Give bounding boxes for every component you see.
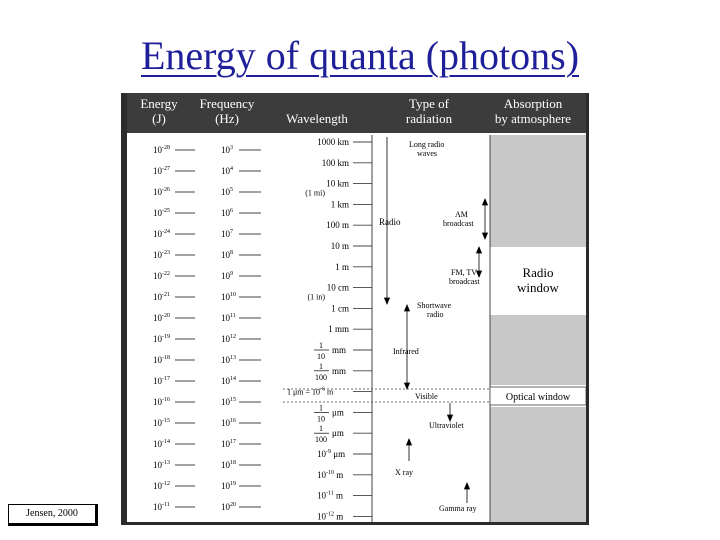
micrometer-definition: 1 $\mu m = 10^{-6}$ m [287, 386, 334, 397]
energy-value: $10^{-15}$ [153, 418, 170, 428]
label-gamma: Gamma ray [439, 504, 477, 513]
fraction-numerator: 1 [319, 361, 323, 371]
energy-column [153, 145, 195, 512]
frequency-value: $10^{11}$ [221, 313, 236, 323]
frequency-value: $10^7$ [221, 229, 233, 239]
arrow-gamma-head [465, 483, 470, 489]
credit-label: Jensen, 2000 [8, 504, 96, 524]
frequency-value: $10^{13}$ [221, 355, 236, 365]
wavelength-value: 100 m [326, 220, 349, 231]
label-shortwave-2: radio [427, 310, 444, 319]
frequency-value: $10^{18}$ [221, 460, 236, 470]
energy-value: $10^{-28}$ [153, 145, 170, 155]
label-radio: Radio [379, 217, 401, 227]
wavelength-note: (1 mi) [305, 188, 325, 198]
header-energy-line1: Energy [140, 96, 178, 111]
header-absorption-line2: by atmosphere [494, 111, 572, 126]
arrow-am-head-top [483, 199, 488, 205]
label-long-radio-2: waves [417, 149, 437, 158]
wavelength-value: 1 cm [331, 303, 349, 314]
header-absorption-line1: Absorption [503, 96, 563, 111]
fraction-numerator: 1 [319, 424, 323, 434]
arrow-shortwave-head-bottom [405, 383, 410, 389]
wavelength-value: $10^{-12}$ m [317, 511, 344, 522]
wavelength-column [287, 137, 372, 521]
header-type-line2: radiation [405, 111, 453, 126]
page-title: Energy of quanta (photons) [140, 33, 580, 78]
header-wavelength: Wavelength [286, 111, 348, 126]
wavelength-value: 1 mm [328, 324, 349, 335]
arrow-radio-head [385, 298, 390, 304]
wavelength-value: 10 km [326, 178, 349, 189]
energy-value: $10^{-18}$ [153, 355, 170, 365]
energy-value: $10^{-16}$ [153, 397, 170, 407]
label-fm-1: FM, TV [451, 268, 478, 277]
wavelength-value: $10^{-10}$ m [317, 469, 344, 480]
wavelength-value: 10 cm [326, 282, 349, 293]
header-frequency-line1: Frequency [199, 96, 255, 111]
fraction-numerator: 1 [319, 403, 323, 413]
energy-value: $10^{-11}$ [153, 502, 170, 512]
frequency-value: $10^{15}$ [221, 397, 236, 407]
energy-value: $10^{-12}$ [153, 481, 170, 491]
label-fm-2: broadcast [449, 277, 480, 286]
radio-window-line1: Radio [522, 265, 554, 280]
arrow-am-head-bottom [483, 233, 488, 239]
energy-value: $10^{-17}$ [153, 376, 170, 386]
arrow-fm-head-top [477, 247, 482, 253]
energy-value: $10^{-19}$ [153, 334, 170, 344]
frequency-value: $10^{17}$ [221, 439, 236, 449]
wavelength-note: (1 in) [307, 292, 325, 302]
frequency-value: $10^3$ [221, 145, 233, 155]
header-type [406, 96, 453, 126]
wavelength-value: $10^{-9}$ μm [317, 449, 346, 459]
wavelength-unit: mm [332, 365, 347, 376]
wavelength-unit: μm [332, 428, 344, 439]
frequency-column [221, 145, 261, 512]
absorption-opaque-top [490, 135, 586, 247]
frequency-value: $10^{16}$ [221, 418, 236, 428]
wavelength-value: 1 m [335, 261, 349, 272]
frequency-value: $10^{19}$ [221, 481, 236, 491]
header-energy-line2: (J) [152, 111, 166, 126]
frequency-value: $10^{10}$ [221, 292, 236, 302]
header-absorption [495, 96, 571, 126]
optical-window-label: Optical window [505, 392, 571, 403]
absorption-opaque-bottom [490, 407, 586, 522]
wavelength-unit: mm [332, 345, 347, 355]
wavelength-value: 1 km [330, 199, 349, 210]
label-shortwave-1: Shortwave [417, 301, 452, 310]
label-visible: Visible [415, 392, 438, 401]
energy-value: $10^{-25}$ [153, 208, 170, 218]
label-am-2: broadcast [443, 219, 474, 228]
frequency-value: $10^{14}$ [221, 376, 236, 386]
energy-value: $10^{-14}$ [153, 439, 170, 449]
energy-value: $10^{-24}$ [153, 229, 170, 239]
spectrum-table [127, 93, 586, 522]
energy-value: $10^{-20}$ [153, 313, 170, 323]
header-frequency-line2: (Hz) [215, 111, 239, 126]
frequency-value: $10^4$ [221, 166, 233, 176]
label-am-1: AM [455, 210, 468, 219]
frequency-value: $10^9$ [221, 271, 233, 281]
fraction-denominator: 100 [315, 435, 327, 445]
range-arrows [385, 137, 488, 503]
frequency-value: $10^8$ [221, 250, 233, 260]
arrow-shortwave-head-top [405, 305, 410, 311]
energy-value: $10^{-26}$ [153, 187, 170, 197]
frequency-value: $10^{12}$ [221, 334, 236, 344]
energy-value: $10^{-22}$ [153, 271, 170, 281]
header-type-line1: Type of [409, 96, 449, 111]
label-long-radio-1: Long radio [409, 140, 445, 149]
absorption-opaque-mid [490, 315, 586, 385]
label-xray: X ray [395, 468, 413, 477]
frequency-value: $10^5$ [221, 187, 233, 197]
wavelength-value: $10^{-11}$ m [317, 490, 344, 501]
fraction-denominator: 10 [317, 352, 325, 361]
energy-value: $10^{-23}$ [153, 250, 170, 260]
energy-value: $10^{-27}$ [153, 166, 170, 176]
wavelength-unit: μm [332, 407, 344, 418]
wavelength-value: 100 km [321, 157, 349, 168]
fraction-denominator: 100 [315, 372, 327, 382]
source-credit [8, 504, 98, 526]
label-infrared: Infrared [393, 347, 419, 356]
spectrum-figure [121, 93, 589, 525]
label-ultraviolet: Ultraviolet [429, 421, 464, 430]
radio-window-line2: window [517, 280, 559, 295]
frequency-value: $10^{20}$ [221, 502, 236, 512]
energy-value: $10^{-13}$ [153, 460, 170, 470]
arrow-xray-head-top [407, 439, 412, 445]
frequency-value: $10^6$ [221, 208, 233, 218]
fraction-denominator: 10 [317, 414, 325, 424]
wavelength-value: 10 m [330, 241, 349, 251]
fraction-numerator: 1 [319, 341, 323, 350]
energy-value: $10^{-21}$ [153, 292, 170, 302]
wavelength-value: 1000 km [317, 137, 349, 147]
